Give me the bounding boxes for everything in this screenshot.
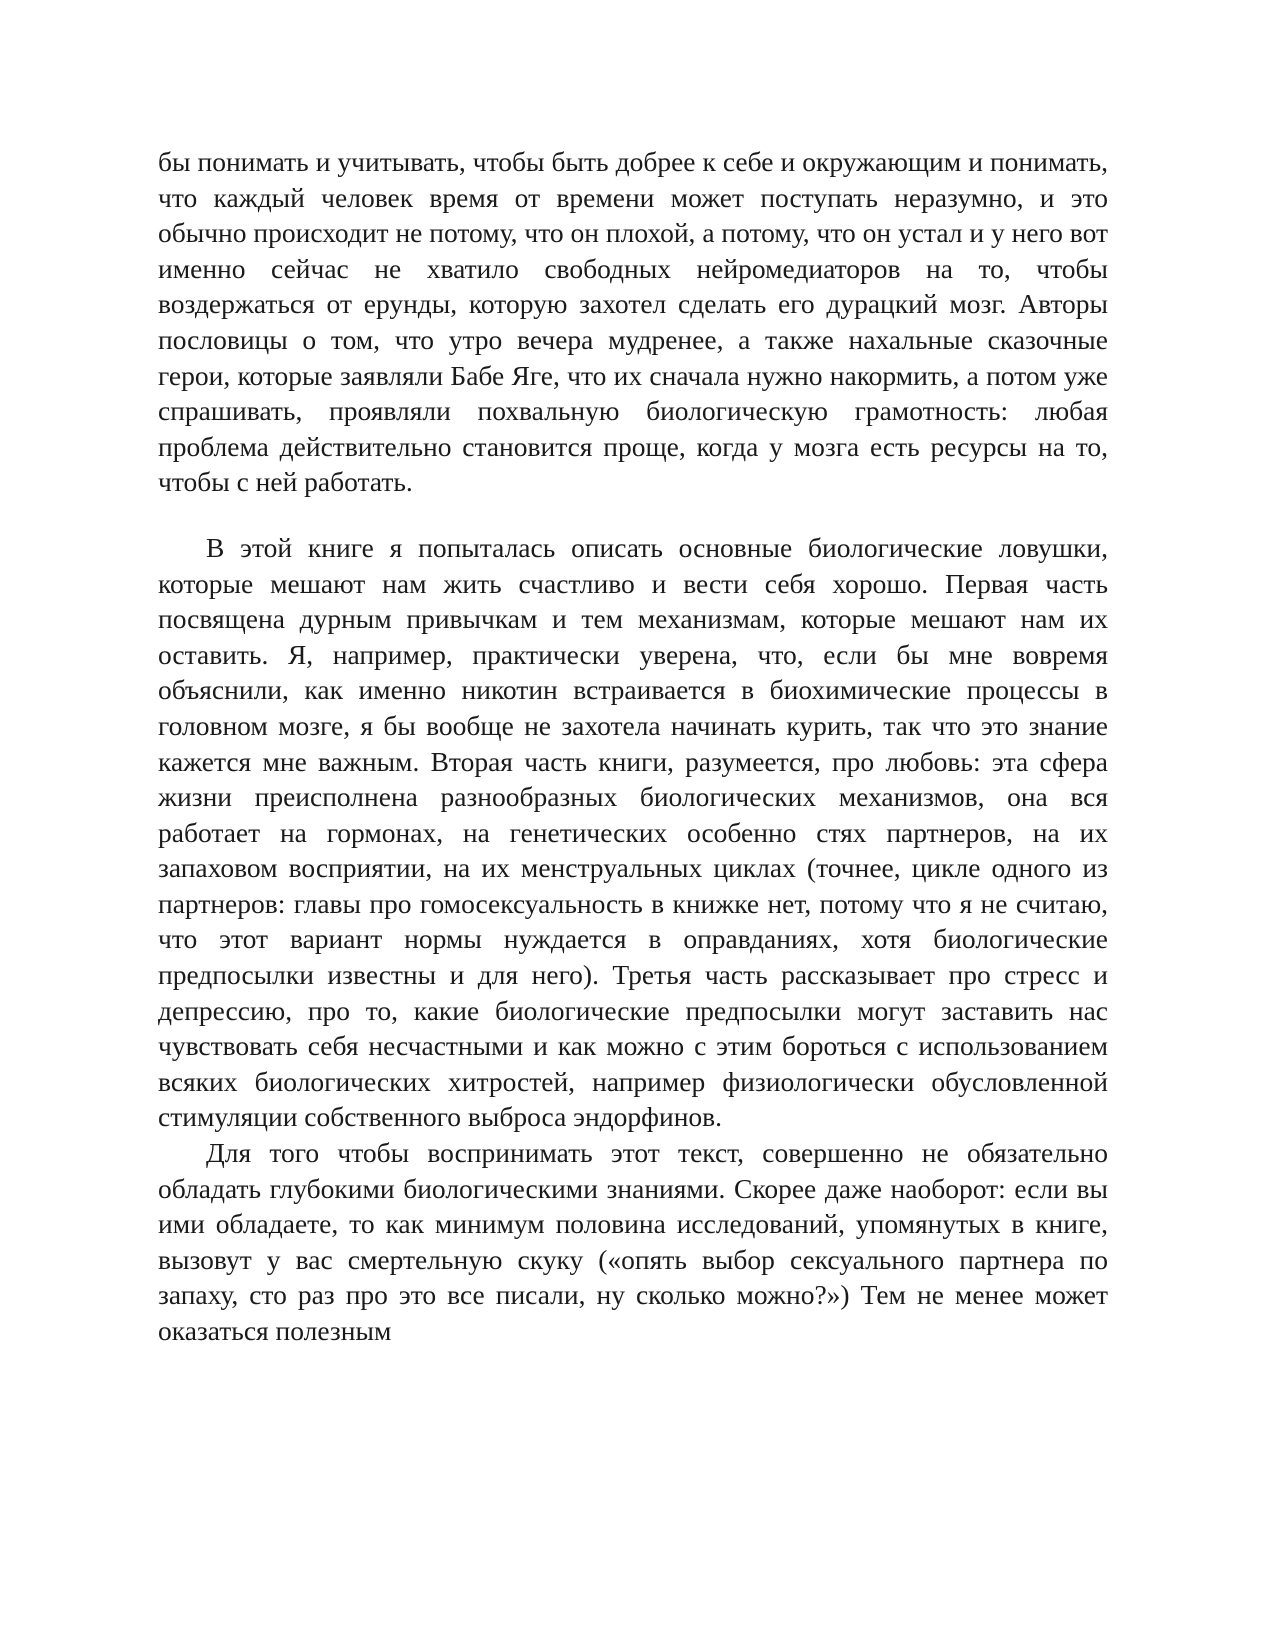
body-text (158, 144, 1108, 1349)
paragraph-2: В этой книге я попыталась описать основные биологические ловушки, которые мешают нам жить счастливо и вести себя хорошо. Первая часть посвящена дурным привычкам и тем механизмам, которые мешают нам их оставить. Я, например, практически уверена, что, если бы мне вовремя объяснили, как именно никотин встраивается в биохимические процессы в головном мозге, я бы вообще не захотела начинать курить, так что это знание кажется мне важным. Вторая часть книги, разумеется, про любовь: эта сфера жизни преисполнена разнообразных биологических механизмов, она вся работает на гормонах, на генетических особенно стях партнеров, на их запаховом восприятии, на их менструальных циклах (точнее, цикле одного из партнеров: главы про гомосексуальность в книжке нет, потому что я не считаю, что этот вариант нормы нуждается в оправданиях, хотя биологические предпосылки известны и для него). Третья часть рассказывает про стресс и депрессию, про то, какие биологические предпосылки могут заставить нас чувствовать себя несчастными и как можно с этим бороться с использованием всяких биологических хитростей, например физиологически обусловленной стимуляции собственного выброса эндорфинов. (158, 531, 1108, 1133)
paragraph-3: Для того чтобы воспринимать этот текст, совершенно не обязательно обладать глубокими биологическими знаниями. Скорее даже наоборот: если вы ими обладаете, то как минимум половина исследований, упомянутых в книге, вызовут у вас смертельную скуку («опять выбор сексуального партнера по запаху, сто раз про это все писали, ну сколько можно?») Тем не менее может оказаться полезным (158, 1137, 1108, 1346)
paragraph-1: бы понимать и учитывать, чтобы быть добрее к себе и окружающим и понимать, что каждый человек время от времени может поступать неразумно, и это обычно происходит не потому, что он плохой, а потому, что он устал и у него вот именно сейчас не хватило свободных нейромедиаторов на то, чтобы воздержаться от ерунды, которую захотел сделать его дурацкий мозг. Авторы пословицы о том, что утро вечера мудренее, а также нахальные сказочные герои, которые заявляли Бабе Яге, что их сначала нужно накормить, а потом уже спрашивать, проявляли похвальную биологическую грамотность: любая проблема действительно становится проще, когда у мозга есть ресурсы на то, чтобы с ней работать. (158, 146, 1108, 498)
paragraph-gap (158, 500, 1108, 530)
